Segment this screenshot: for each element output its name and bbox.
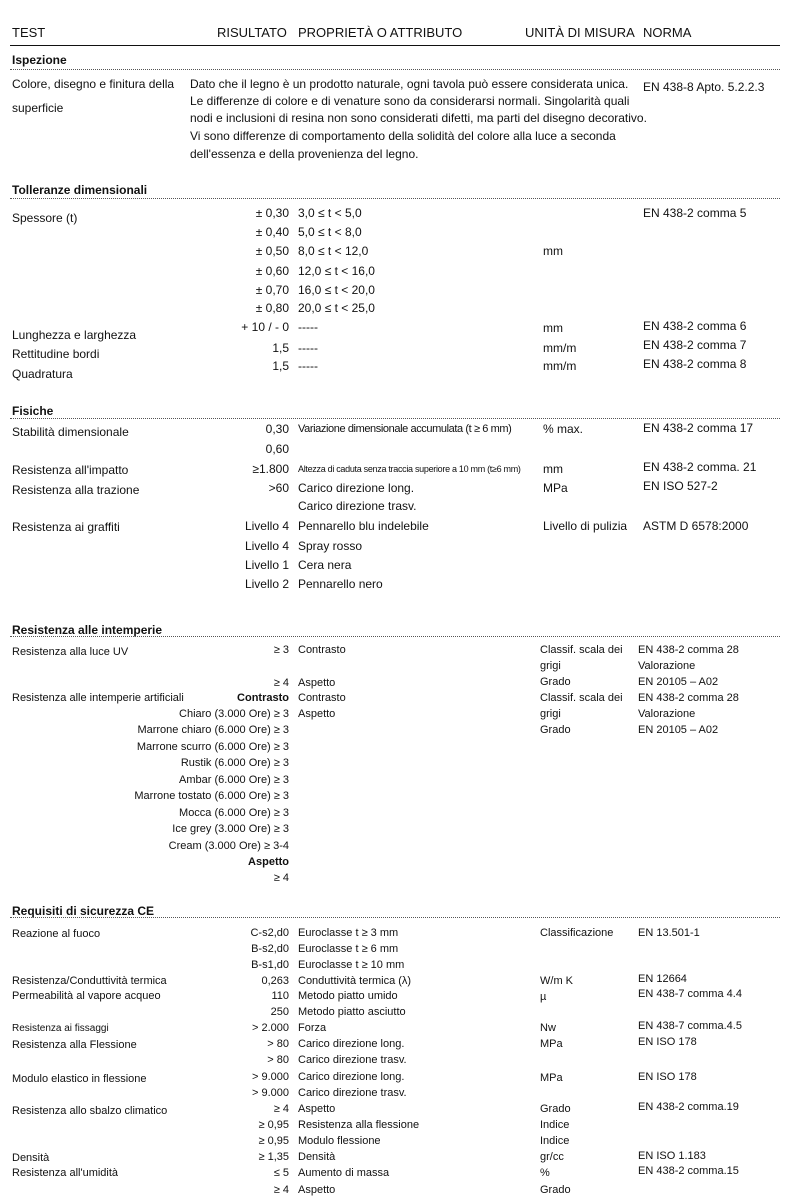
test-label: Resistenza alla luce UV: [12, 646, 129, 658]
norma-value: EN 438-2 comma. 21: [643, 460, 757, 474]
property-value: Carico direzione trasv.: [298, 1087, 407, 1099]
test-label: Resistenza alla trazione: [12, 483, 140, 497]
property-value: Forza: [298, 1022, 327, 1034]
test-label: Permeabilità al vapore acqueo: [12, 990, 161, 1002]
norma-value: EN 20105 – A02: [638, 676, 719, 688]
result-value: Livello 1: [244, 558, 289, 572]
result-value: 1,5: [272, 341, 289, 355]
property-value: Pennarello nero: [298, 577, 383, 591]
unit-value: Grado: [540, 676, 571, 688]
test-label: Resistenza all'umidità: [12, 1167, 119, 1179]
description-line: Vi sono differenze di comportamento della solidità del colore alla luce a seconda: [190, 129, 616, 143]
property-value: 12,0 ≤ t < 16,0: [298, 264, 375, 278]
norma-value: EN 13.501-1: [638, 927, 700, 939]
result-value: ± 0,70: [255, 283, 289, 297]
unit-value: Classif. scala dei: [540, 692, 623, 704]
result-value: Cream (3.000 Ore) ≥ 3-4: [168, 840, 289, 852]
unit-value: MPa: [543, 481, 568, 495]
property-value: Euroclasse t ≥ 10 mm: [298, 959, 405, 971]
result-value: B-s1,d0: [251, 959, 289, 971]
header-rule: [10, 45, 780, 46]
header-test: TEST: [12, 25, 46, 40]
unit-value: %: [540, 1167, 550, 1179]
property-value: Carico direzione long.: [298, 481, 415, 495]
result-value: > 9.000: [251, 1087, 289, 1099]
norma-value: EN 438-2 comma 8: [643, 357, 747, 371]
result-value: 110: [271, 990, 289, 1002]
unit-value: Grado: [540, 724, 571, 736]
norma-value: EN 438-2 comma 6: [643, 319, 747, 333]
result-value: ≥ 0,95: [258, 1135, 289, 1147]
unit-value: Classificazione: [540, 927, 614, 939]
unit-value: mm: [543, 321, 563, 335]
property-value: Euroclasse t ≥ 3 mm: [298, 927, 399, 939]
norma-value: Valorazione: [638, 660, 696, 672]
test-label: Resistenza allo sbalzo climatico: [12, 1105, 168, 1117]
aspetto-label: Aspetto: [248, 856, 289, 868]
test-label: Resistenza ai graffiti: [12, 520, 120, 534]
property-value: Altezza di caduta senza traccia superiore a 10 mm (t≥6 mm): [298, 464, 521, 474]
result-value: ± 0,60: [255, 264, 289, 278]
result-value: Rustik (6.000 Ore) ≥ 3: [180, 757, 289, 769]
result-value: ≥ 4: [273, 1103, 289, 1115]
test-label: Quadratura: [12, 367, 73, 381]
section-divider: [10, 636, 780, 637]
result-value: ± 0,40: [255, 225, 289, 239]
unit-value: MPa: [540, 1038, 563, 1050]
contrasto-label: Contrasto: [237, 692, 289, 704]
property-value: Cera nera: [298, 558, 352, 572]
test-label: Lunghezza e larghezza: [12, 328, 137, 342]
result-value: 250: [270, 1006, 289, 1018]
description-line: Le differenze di colore e di venature sono da considerarsi normali. Singolarità quali: [190, 94, 630, 108]
description-line: dell'essenza e della provenienza del legno.: [190, 147, 419, 161]
description-line: Dato che il legno è un prodotto naturale, ogni tavola può essere considerata unica.: [190, 77, 629, 91]
result-value: ≥ 1,35: [258, 1151, 289, 1163]
result-value: Ice grey (3.000 Ore) ≥ 3: [172, 823, 289, 835]
norma-value: EN 20105 – A02: [638, 724, 719, 736]
result-value: B-s2,d0: [251, 943, 289, 955]
unit-value: gr/cc: [540, 1151, 564, 1163]
result-value: ± 0,80: [255, 301, 289, 315]
result-value: > 9.000: [251, 1071, 289, 1083]
norma-value: EN 438-2 comma 17: [643, 421, 754, 435]
norma-value: EN ISO 527-2: [643, 479, 718, 493]
property-value: -----: [298, 359, 318, 373]
result-value: Ambar (6.000 Ore) ≥ 3: [179, 774, 289, 786]
unit-value: mm/m: [543, 341, 577, 355]
test-label: Densità: [12, 1152, 50, 1164]
norma-value: EN ISO 1.183: [638, 1150, 706, 1162]
result-value: Marrone scurro (6.000 Ore) ≥ 3: [136, 741, 289, 753]
property-value: Carico direzione trasv.: [298, 1054, 407, 1066]
unit-value: W/m K: [540, 975, 573, 987]
result-value: Marrone chiaro (6.000 Ore) ≥ 3: [137, 724, 289, 736]
property-value: Aspetto: [298, 1103, 336, 1115]
result-value: 0,60: [265, 442, 289, 456]
unit-value: Livello di pulizia: [543, 519, 628, 533]
unit-value: Classif. scala dei: [540, 644, 623, 656]
property-value: Aspetto: [298, 1184, 336, 1196]
unit-value: mm/m: [543, 359, 577, 373]
test-label: Resistenza alle intemperie artificiali: [12, 692, 184, 704]
norma-value: EN 438-2 comma.15: [638, 1165, 739, 1177]
property-value: Pennarello blu indelebile: [298, 519, 429, 533]
norma-value: EN 438-2 comma 7: [643, 338, 747, 352]
section-tolleranze-title: Tolleranze dimensionali: [12, 183, 148, 197]
property-value: 8,0 ≤ t < 12,0: [298, 244, 369, 258]
result-value: 0,263: [261, 975, 289, 987]
norma-value: EN 438-2 comma 28: [638, 692, 739, 704]
result-value: ≥ 4: [273, 872, 289, 884]
property-value: Aspetto: [298, 677, 336, 689]
section-divider: [10, 418, 780, 419]
unit-value: grigi: [540, 660, 561, 672]
norma-value: ASTM D 6578:2000: [643, 519, 749, 533]
section-sicurezza-title: Requisiti di sicurezza CE: [12, 904, 155, 918]
property-value: 3,0 ≤ t < 5,0: [298, 206, 362, 220]
norma-value: EN 438-2 comma 28: [638, 644, 739, 656]
property-value: Euroclasse t ≥ 6 mm: [298, 943, 399, 955]
norma-value: EN ISO 178: [638, 1036, 697, 1048]
test-label: superficie: [12, 101, 64, 115]
norma-value: EN 438-2 comma.19: [638, 1101, 739, 1113]
result-value: ≥1.800: [252, 462, 289, 476]
norma-value: EN 438-8 Apto. 5.2.2.3: [643, 80, 765, 94]
unit-value: Indice: [540, 1135, 570, 1147]
property-value: Metodo piatto umido: [298, 990, 398, 1002]
norma-value: EN ISO 178: [638, 1071, 697, 1083]
property-value: Carico direzione trasv.: [298, 499, 417, 513]
result-value: 1,5: [272, 359, 289, 373]
result-value: >60: [268, 481, 289, 495]
result-value: ± 0,30: [255, 206, 289, 220]
property-value: Densità: [298, 1151, 336, 1163]
test-label: Modulo elastico in flessione: [12, 1073, 147, 1085]
section-fisiche-title: Fisiche: [12, 404, 54, 418]
unit-value: Indice: [540, 1119, 570, 1131]
norma-value: EN 12664: [638, 973, 687, 985]
result-value: Marrone tostato (6.000 Ore) ≥ 3: [134, 790, 289, 802]
property-value: Conduttività termica (λ): [298, 975, 412, 987]
unit-value: Grado: [540, 1103, 571, 1115]
test-label: Resistenza alla Flessione: [12, 1039, 137, 1051]
result-value: Livello 4: [244, 519, 289, 533]
description-line: nodi e inclusioni di resina non sono considerati difetti, ma parti del disegno decorativo.: [190, 111, 647, 125]
result-value: + 10 / - 0: [241, 320, 289, 334]
result-value: Livello 4: [244, 539, 289, 553]
section-divider: [10, 917, 780, 918]
result-value: C-s2,d0: [250, 927, 289, 939]
result-value: > 80: [267, 1038, 289, 1050]
property-value: Spray rosso: [298, 539, 363, 553]
property-value: Contrasto: [298, 692, 346, 704]
property-value: -----: [298, 320, 318, 334]
unit-value: grigi: [540, 708, 561, 720]
header-norma: NORMA: [643, 25, 692, 40]
test-label: Resistenza all'impatto: [12, 463, 129, 477]
property-value: 16,0 ≤ t < 20,0: [298, 283, 375, 297]
property-value: Metodo piatto asciutto: [298, 1006, 406, 1018]
property-value: Contrasto: [298, 644, 346, 656]
property-value: 5,0 ≤ t < 8,0: [298, 225, 362, 239]
property-value: Aspetto: [298, 708, 336, 720]
property-value: Variazione dimensionale accumulata (t ≥ 6 mm): [298, 423, 512, 435]
norma-value: EN 438-7 comma 4.4: [638, 988, 742, 1000]
result-value: Chiaro (3.000 Ore) ≥ 3: [179, 708, 289, 720]
header-unita: UNITÀ DI MISURA: [525, 25, 635, 40]
test-label: Reazione al fuoco: [12, 928, 101, 940]
result-value: ± 0,50: [255, 244, 289, 258]
result-value: > 2.000: [251, 1022, 289, 1034]
result-value: ≥ 0,95: [258, 1119, 289, 1131]
section-divider: [10, 198, 780, 199]
section-divider: [10, 69, 780, 70]
unit-value: mm: [543, 244, 563, 258]
property-value: 20,0 ≤ t < 25,0: [298, 301, 375, 315]
norma-value: EN 438-2 comma 5: [643, 206, 747, 220]
test-label: Stabilità dimensionale: [12, 425, 129, 439]
property-value: Aumento di massa: [298, 1167, 390, 1179]
unit-value: MPa: [540, 1072, 563, 1084]
unit-value: % max.: [543, 422, 584, 436]
result-value: Livello 2: [244, 577, 289, 591]
test-label: Rettitudine bordi: [12, 347, 100, 361]
property-value: Carico direzione long.: [298, 1038, 405, 1050]
property-value: Modulo flessione: [298, 1135, 381, 1147]
result-value: 0,30: [265, 422, 289, 436]
unit-value: mm: [543, 462, 563, 476]
result-value: > 80: [267, 1054, 289, 1066]
result-value: ≥ 4: [273, 677, 289, 689]
property-value: Resistenza alla flessione: [298, 1119, 420, 1131]
property-value: -----: [298, 341, 318, 355]
property-value: Carico direzione long.: [298, 1071, 405, 1083]
result-value: ≥ 3: [273, 644, 289, 656]
header-risultato: RISULTATO: [217, 25, 287, 40]
result-value: ≤ 5: [273, 1167, 289, 1179]
result-value: ≥ 4: [273, 1184, 289, 1196]
unit-value: Grado: [540, 1184, 571, 1196]
result-value: Mocca (6.000 Ore) ≥ 3: [179, 807, 289, 819]
section-ispezione-title: Ispezione: [12, 53, 67, 67]
unit-value: Nw: [540, 1022, 556, 1034]
norma-value: EN 438-7 comma.4.5: [638, 1020, 742, 1032]
header-proprieta: PROPRIETÀ O ATTRIBUTO: [298, 25, 463, 40]
section-intemperie-title: Resistenza alle intemperie: [12, 623, 163, 637]
test-label: Spessore (t): [12, 211, 78, 225]
test-label: Resistenza/Conduttività termica: [12, 975, 167, 987]
test-label: Resistenza ai fissaggi: [12, 1023, 109, 1034]
norma-value: Valorazione: [638, 708, 696, 720]
test-label: Colore, disegno e finitura della: [12, 77, 175, 91]
unit-value: µ: [540, 991, 547, 1003]
